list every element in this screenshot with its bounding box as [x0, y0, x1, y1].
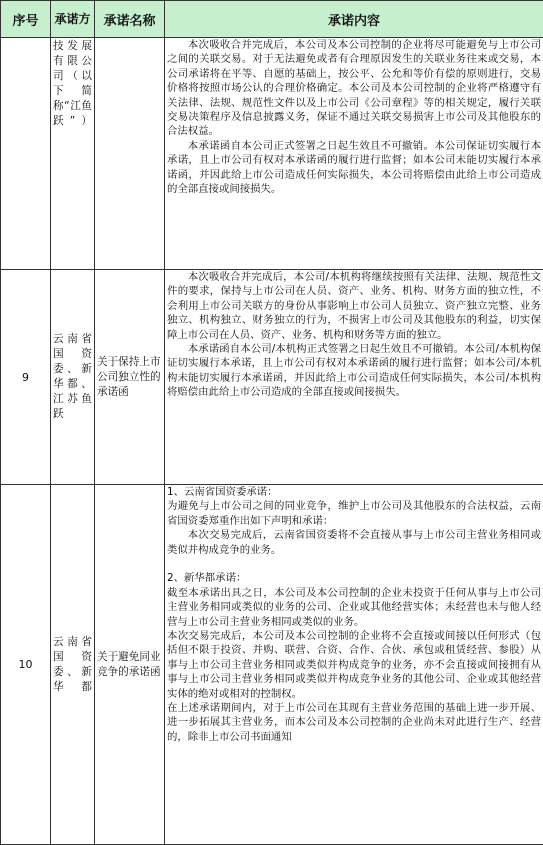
table-row — [1, 38, 543, 270]
row-party: 云南省国资委、新华都 — [51, 485, 95, 845]
content-paragraph: 本承诺函自本公司/本机构正式签署之日起生效且不可撤销。本公司/本机构保证切实履行本承诺，且上市公司有权对本承诺函的履行进行监督；如本公司/本机构未能切实履行本承诺函，并因此给上市公司造成任何实际损失，本公司/本机构将赔偿由此给上市公司造成的全部直接或间接损失。 — [167, 342, 541, 400]
row-name: 关于保持上市公司独立性的承诺函 — [95, 270, 165, 485]
content-paragraph: 本次交易完成后，本公司及本公司控制的企业将不会直接或间接以任何形式（包括但不限于投资、并购、联营、合资、合作、合伙、承包或租赁经营、参股）从事与上市公司主营业务相同或类似并构成竞争的业务，亦不会直接或间接拥有从事与上市公司主营业务相同或类似并构成竞争业务的其他公司、企业或其他经营实体的绝对或相对的控制权。 — [167, 629, 541, 701]
header-row — [1, 1, 543, 38]
content-paragraph: 在上述承诺期间内，对于上市公司在其现有主营业务范围的基础上进一步开展、进一步拓展其主营业务，而本公司及本公司控制的企业尚未对此进行生产、经营的，除非上市公司书面通知 — [167, 701, 541, 744]
row-index — [1, 38, 51, 270]
content-paragraph: 本次吸收合并完成后，本公司/本机构将继续按照有关法律、法规、规范性文件的要求，保持与上市公司在人员、资产、业务、机构、财务方面的独立性，不会利用上市公司关联方的身份从事影响上市公司人员独立、资产独立完整、业务独立、机构独立、财务独立的行为，不损害上市公司及其他股东的利益，切实保障上市公司在人员、资产、业务、机构和财务等方面的独立。 — [167, 270, 541, 342]
row-index: 9 — [1, 270, 51, 485]
row-index: 10 — [1, 485, 51, 845]
row-party: 技发展有限公司（以下简称“江鱼跃”） — [51, 38, 95, 270]
row-content — [165, 485, 543, 845]
header-index: 序号 — [1, 1, 51, 38]
row-name — [95, 38, 165, 270]
content-paragraph: 为避免与上市公司之间的同业竞争，维护上市公司及其他股东的合法权益，云南省国资委郑重作出如下声明和承诺： — [167, 499, 541, 528]
content-heading: 2、新华都承诺： — [167, 571, 541, 585]
content-paragraph: 本承诺函自本公司正式签署之日起生效且不可撤销。本公司保证切实履行本承诺，且上市公司有权对本承诺函的履行进行监督；如本公司未能切实履行本承诺函，并因此给上市公司造成任何实际损失，本公司将赔偿由此给上市公司造成的全部直接或间接损失。 — [167, 139, 541, 197]
row-party: 云南省国资委、新华都、江苏鱼跃 — [51, 270, 95, 485]
content-heading: 1、云南省国资委承诺： — [167, 485, 541, 499]
row-content — [165, 270, 543, 485]
row-content — [165, 38, 543, 270]
header-party: 承诺方 — [51, 1, 95, 38]
content-paragraph: 本次交易完成后，云南省国资委将不会直接从事与上市公司主营业务相同或类似并构成竞争的业务。 — [167, 528, 541, 557]
header-content: 承诺内容 — [165, 1, 543, 38]
content-paragraph: 本次吸收合并完成后，本公司及本公司控制的企业将尽可能避免与上市公司之间的关联交易。对于无法避免或者有合理原因发生的关联业务往来或交易，本公司承诺将在平等、自愿的基础上，按公平、公允和等价有偿的原则进行，交易价格将按照市场公认的合理价格确定。本公司及本公司控制的企业将严格遵守有关法律、法规、规范性文件以及上市公司《公司章程》等的相关规定，履行关联交易决策程序及信息披露义务，保证不通过关联交易损害上市公司及其他股东的合法权益。 — [167, 38, 541, 139]
row-name: 关于避免同业竞争的承诺函 — [95, 485, 165, 845]
table-row — [1, 485, 543, 845]
content-gap — [167, 557, 541, 571]
content-paragraph: 截至本承诺出具之日，本公司及本公司控制的企业未投资于任何从事与上市公司主营业务相同或类似的业务的公司、企业或其他经营实体；未经营也未与他人经营与上市公司主营业务相同或类似的业务。 — [167, 586, 541, 629]
header-name: 承诺名称 — [95, 1, 165, 38]
table-row — [1, 270, 543, 485]
